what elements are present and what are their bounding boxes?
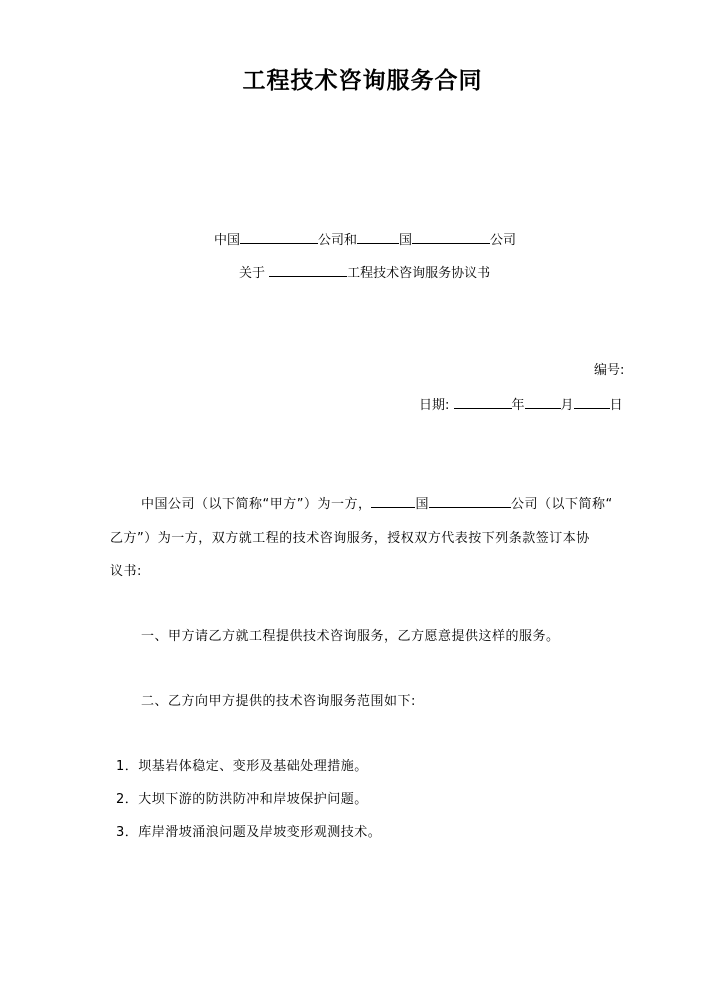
blank-intro-company [429,495,511,508]
header-line-2-part-1: 关于 [239,266,266,281]
intro-line-2: 乙方”）为一方，双方就工程的技术咨询服务，授权双方代表按下列条款签订本协 [110,531,590,546]
intro-line-1 [141,493,613,512]
header-line-1-part-3: 国 [399,233,413,248]
intro-line-1-b: 国 [415,497,429,512]
blank-company-cn [240,231,318,244]
date-line [419,396,623,414]
document-title: 工程技术咨询服务合同 [242,68,483,94]
blank-intro-country [371,495,415,508]
header-line-1 [214,231,516,249]
date-month: 月 [560,398,574,413]
intro-line-3: 议书: [110,564,142,579]
blank-country [357,231,399,244]
date-label: 日期: [419,398,450,413]
blank-company-foreign [412,231,490,244]
clause-1: 一、甲方请乙方就工程提供技术咨询服务，乙方愿意提供这样的服务。 [141,629,560,644]
header-line-1-part-1: 中国 [214,233,241,248]
header-line-1-part-2: 公司和 [318,233,358,248]
blank-year [454,396,512,409]
header-line-2-part-2: 工程技术咨询服务协议书 [347,266,491,281]
blank-day [574,396,610,409]
header-line-1-part-4: 公司 [490,233,517,248]
blank-project-name [269,264,347,277]
date-year: 年 [511,398,525,413]
intro-line-1-a: 中国公司（以下简称“甲方”）为一方， [141,497,372,512]
number-label: 编号: [594,363,625,378]
blank-month [525,396,561,409]
scope-item-2: 2．大坝下游的防洪防冲和岸坡保护问题。 [116,792,368,807]
date-day: 日 [609,398,623,413]
header-line-2 [239,264,490,282]
scope-item-3: 3．库岸滑坡涌浪问题及岸坡变形观测技术。 [116,825,382,840]
scope-item-1: 1．坝基岩体稳定、变形及基础处理措施。 [116,759,368,774]
intro-line-1-c: 公司（以下简称“ [511,497,613,512]
clause-2: 二、乙方向甲方提供的技术咨询服务范围如下: [141,694,416,709]
